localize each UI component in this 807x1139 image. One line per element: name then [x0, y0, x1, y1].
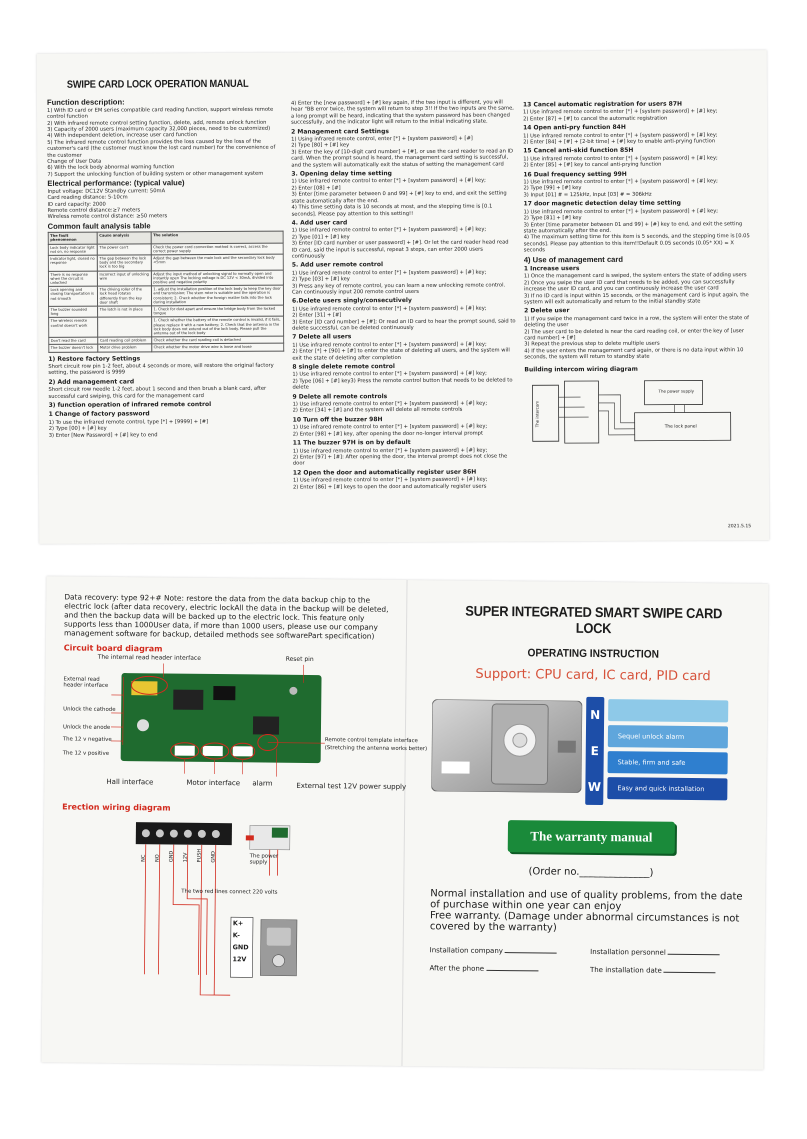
fault-row — [48, 270, 283, 287]
instruction-heading: 5. Add user remote control — [291, 261, 384, 269]
antenna-note: (Stretching the antenna works better) — [324, 745, 428, 753]
instruction-heading: 4. Add user card — [291, 219, 348, 227]
feature-tag: Easy and quick installation — [607, 777, 727, 800]
instruction-line: 4) This time setting data is 10 seconds at most, and the stepping time is [0.1 seconds]. Please pay attention to this setting!! — [291, 203, 493, 218]
instruction-line: 2) Type [06] + [#] key3) Press the remote control button that needs to be deleted to delete — [292, 377, 513, 391]
instruction-heading: 14 Open anti-pry function 84H — [523, 124, 626, 132]
form-field — [590, 966, 751, 976]
warranty-normal: Normal installation and use of quality problems, from the date of purchase within one year can enjoy — [430, 888, 743, 913]
change-password-heading: 1 Change of factory password — [48, 410, 150, 419]
manual-column-3 — [523, 58, 757, 533]
power-supply-label-2: The power supply — [249, 853, 279, 866]
form-field-label: Installation company — [429, 946, 503, 956]
fault-cell — [98, 317, 152, 337]
instruction-line: 1) Use infrared remote control to enter [*] + [system password] + [#] key; — [292, 423, 488, 431]
instruction-line: 1) Use infrared remote control to enter [*] + [system password] + [#] key; — [292, 476, 488, 484]
instruction-line: 3) If no ID card is input within 15 seconds, or the management card is input again, the system will exit automatically and return to the initial standby state — [523, 291, 749, 306]
instruction-heading: 4) Use of management card — [523, 254, 623, 264]
function-heading: Function description: — [46, 97, 125, 108]
fault-cell: The wireless remote control doesn't work — [49, 317, 98, 337]
instruction-line: 2) Enter [97] + [#]: After opening the door, the interval prompt does not close the door — [292, 453, 508, 467]
instruction-line: 4) If the user enters the management card again, or there is no data input within 10 seconds, the system will return to standby state — [524, 347, 744, 361]
feature-tags — [607, 699, 728, 800]
card-support: Support: CPU card, IC card, PID card — [475, 666, 711, 685]
form-field — [590, 948, 751, 958]
feature-tag: Sequel unlock alarm — [608, 725, 728, 748]
fault-cell: The buzzer sounded long — [49, 306, 98, 318]
fault-column-header: Cause analysis — [97, 232, 151, 244]
remote-template-label: Remote control template interface — [324, 737, 418, 745]
function-item: Change of User Data — [47, 158, 102, 165]
key-labels — [233, 919, 249, 964]
fault-cell: The power can't — [97, 243, 151, 255]
data-recovery-text: Data recovery: type 92+# Note: restore the data from the data backup chip to the electric lock (after data recovery, electric lockAll the data in the backup will be deleted, and then the backup data will be backed up to the electric lock. This feature only supports less than 1000User data, if more than 1000 users, please use our company management software for backup, detailed methods see softwarePart specification) — [63, 592, 389, 641]
read-header-label: The internal read header interface — [97, 653, 201, 662]
instruction-heading: 6.Delete users singly/consecutively — [292, 297, 412, 305]
instruction-heading: 17 door magnetic detection delay time setting — [523, 199, 681, 208]
change-password-steps — [49, 418, 285, 438]
alarm-label: alarm — [252, 779, 273, 788]
booklet-subtitle: OPERATING INSTRUCTION — [527, 647, 660, 661]
instruction-line: 1) Use infrared remote control to enter [*] + [system password] + [#] key; — [292, 400, 488, 408]
fault-cell: Lock body indicator light not on, no response — [48, 244, 97, 256]
manual-sheet — [37, 50, 770, 544]
fault-cell: 1. adjust the installation position of the lock body to keep the key door and transmission; The stem rotor is suitable and the operation is consistent; 2. Check whether the foreign matter falls into the lock during installation — [151, 285, 283, 306]
instruction-heading: 7 Delete all users — [292, 333, 352, 341]
lock-panel-label: The lock panel — [664, 424, 697, 430]
instruction-line: 1) Use infrared remote control to enter [*] + [system password] + [#] key; — [523, 108, 718, 116]
fault-cell: The buzzer doesn't lock — [49, 344, 98, 351]
external-test-label: External test 12V power supply — [296, 781, 407, 792]
electrical-item: Input voltage: DC12V Standby current: 50mA — [47, 187, 166, 195]
function-item: 1) With ID card or EM series compatible card reading function, support wireless remote control function — [47, 106, 274, 121]
fault-row — [48, 285, 283, 306]
key-terminal-label: K- — [232, 931, 240, 940]
restore-heading: 1) Restore factory Settings — [48, 354, 141, 363]
new-letter: W — [587, 779, 602, 795]
instruction-line: 3) Press any key of remote control, you can learn a new unlocking remote control. Can continuously input 200 remote control users — [291, 282, 506, 296]
intercom-wiring-diagram — [524, 376, 756, 447]
fault-column-header: The fault phenomenon — [48, 232, 97, 244]
erection-wiring-diagram — [60, 813, 390, 1002]
instruction-line: 4) The maximum setting time for this item is 5 seconds, and the stepping time is [0.05 seconds]. Please pay attention to this item!!Default 0.05 seconds (0.05* XX) = X seconds — [523, 233, 750, 254]
fault-cell: The latch is not in place — [98, 306, 152, 318]
instruction-line: 1) Use infrared remote control to enter [*] + [system password] + [#] key; — [292, 305, 487, 313]
fault-cell: Check whether the motor drive wire is loose and loose — [152, 344, 284, 352]
order-number: (Order no.______________) — [528, 866, 654, 879]
instruction-line: 2) Type [03] + [#] key — [291, 276, 350, 283]
instruction-line: 1) Use infrared remote control to enter [*] + [system password] + [#] key; — [523, 178, 718, 186]
instruction-line: 1) Use infrared remote control to enter [*] + [system password] + [#] key; — [291, 178, 486, 186]
fault-row — [48, 254, 283, 271]
circuit-board-diagram — [62, 653, 428, 797]
instruction-line: 2) Enter [34] + [#] and the system will delete all remote controls — [292, 407, 463, 415]
v-positive-label: The 12 v positive — [62, 750, 110, 757]
instruction-line: 2) Enter [08] + [#] — [291, 185, 341, 192]
function-item: 6) With the lock body abnormal warning function — [47, 164, 175, 172]
fault-cell: Check the power cord connection method is correct, access the correct power supply — [151, 243, 283, 255]
function-item: 5) The infrared remote control function provides the loss caused by the loss of the customer's card (the customer must know the lost card number) for the convenience of the customer — [47, 138, 276, 159]
fault-cell: The gap between the lock body and the secondary lock is too big — [97, 255, 151, 271]
electrical-item: ID card capacity: 2000 — [47, 201, 106, 208]
instruction-heading: 15 Cancel anti-skid function 85H — [523, 147, 634, 155]
instruction-line: 2) Enter [31] + [#] — [292, 312, 342, 319]
fault-cell: 1. Check for dust apart and ensure the bridge body from the locked tongue — [151, 305, 283, 317]
instruction-line: 2) Enter [87] + [#] to cancel the automatic registration — [523, 115, 668, 123]
instruction-line: 3) Repeat the previous step to delete multiple users — [524, 341, 660, 348]
instruction-line: 1) Use infrared remote control to enter [*] + [system password] + [#] key; — [523, 131, 718, 139]
electrical-list — [47, 187, 283, 220]
fault-cell: Check whether the card reading coil is detached — [152, 336, 284, 344]
instruction-heading: 16 Dual frequency setting 99H — [523, 170, 627, 179]
key-terminal-label: K+ — [232, 919, 244, 928]
new-badge — [585, 697, 604, 805]
form-field-label: The installation date — [589, 965, 662, 975]
warranty-text — [430, 888, 751, 935]
wiring-heading: Building intercom wiring diagram — [524, 365, 638, 373]
fault-cell: Adjust the input method of unlocking signal to normally open and instantly open The locking voltage is DC 12V < 30mA, divided into positive and negative polarity — [151, 270, 283, 286]
form-field — [429, 964, 590, 974]
instruction-line: 2) Enter [86] + [#] keys to open the door and automatically register users — [292, 483, 487, 491]
circuit-heading: Circuit board diagram — [63, 643, 163, 654]
form-field-label: After the phone — [429, 964, 485, 973]
function-item: 7) Support the unlocking function of building system or other management system — [47, 170, 264, 178]
fault-cell: Card reading coil problem — [98, 337, 152, 344]
fault-cell: Don't read the card — [49, 337, 98, 344]
instruction-heading: 11 The buzzer 97H is on by default — [292, 439, 411, 447]
instruction-line: 3) Enter [ID card number] + [#]; Or read an ID card to hear the prompt sound, said to delete successful, can be deleted continuously — [292, 318, 516, 332]
terminal-label: GND — [168, 850, 175, 863]
change-password-step: 3) Enter [New Password] + [#] key to end — [48, 431, 158, 439]
new-letter: E — [590, 743, 599, 759]
instruction-line: 1) Use infrared remote control to enter [*] + [system password] + [#] key; — [292, 370, 487, 379]
instruction-line: 2) Enter [84] + [#] + [2-bit time] + [#] key to enable anti-prying function — [523, 138, 716, 146]
fault-row — [49, 317, 284, 338]
instruction-line: 1) Use infrared remote control to enter [*] + [system password] + [#] key; — [292, 341, 487, 349]
motor-interface-label: Motor interface — [186, 778, 241, 788]
lock-product-image — [431, 693, 753, 808]
unlock-cathode-label: Unlock the cathode — [63, 706, 116, 713]
form-field — [430, 946, 591, 956]
key-terminal-label: GND — [232, 943, 249, 952]
add-management-text: Short circuit row needle 1-2 feet, about 1 second and then brush a blank card, after successful card swiping, this card for the management card — [48, 385, 267, 400]
instruction-heading: 12 Open the door and automatically register user 86H — [292, 468, 477, 477]
instruction-line: 1) If you swipe the management card twice in a row, the system will enter the state of deleting the user — [524, 314, 749, 329]
power-supply-label: The power supply — [658, 388, 695, 394]
manual-date: 2021.5.15 — [727, 523, 752, 529]
form-field-line — [505, 952, 557, 954]
instruction-line: 3) Enter the key of [10-digit card number] + [#], or use the card reader to read an ID card. When the prompt sound is heard, the management card setting is successful, and the system will automatically exit the status of setting the management card — [291, 148, 514, 169]
function-list — [47, 106, 283, 178]
erection-heading: Erection wiring diagram — [62, 802, 171, 813]
fault-cell: Lock opening and closing transportation is not smooth — [48, 286, 97, 306]
add-management-heading: 2) Add management card — [48, 378, 135, 386]
fault-cell: 1. Check whether the battery of the remote control is invalid, if it fails, please replace it with a new battery; 2. Check that the antenna in the lock body does not extend out of the lock body. Please pull the antenna out of the lock body — [152, 317, 284, 338]
instruction-line: 1) Use infrared remote control to enter [*] + [system password] + [#] key; — [291, 226, 487, 234]
instruction-heading: 9 Delete all remote controls — [292, 392, 388, 401]
form-field-line — [668, 954, 720, 956]
fault-table — [48, 231, 285, 353]
form-field-line — [486, 970, 538, 972]
terminal-label: GND — [210, 851, 217, 863]
instruction-line: 1) Use infrared remote control to enter [*] + [system password] + [#] key; — [292, 447, 488, 455]
intercom-label: The intercom — [534, 400, 540, 428]
instruction-heading: 1 Increase users — [523, 265, 580, 273]
function-item: 2) With infrared remote control setting function, delete, add, remote unlock function — [47, 119, 267, 127]
instruction-line: 1) Once the management card is swiped, the system enters the state of adding users — [523, 272, 747, 280]
instruction-line: 2) Once you swipe the user ID card that needs to be added, you can successfully increase the user ID card, and you can continuously increase the user card — [523, 279, 735, 293]
instruction-line: 3) Enter [time parameter between 0 and 99] + [#] key to end, and exit the setting state automatically after the end. — [291, 190, 507, 205]
external-read-label: External read header interface — [63, 676, 109, 689]
electrical-heading: Electrical performance: (typical value) — [47, 178, 185, 189]
instruction-heading: 2 Delete user — [524, 307, 570, 315]
instruction-line: 1) Use infrared remote control to enter [*] + [system password] + [#] key; — [291, 269, 487, 277]
terminal-label: PUSH — [196, 848, 203, 863]
hall-interface-label: Hall interface — [106, 777, 154, 787]
form-field-line — [664, 972, 716, 974]
warranty-manual-banner: The warranty manual — [508, 820, 674, 854]
booklet-title: SUPER INTEGRATED SMART SWIPE CARD LOCK — [465, 602, 723, 637]
instruction-line: 2) Enter [85] + [#] key to cancel anti-prying function — [523, 161, 662, 169]
fault-cell: The driving roller of the lock head rotates differently from the key door shaft — [98, 286, 152, 306]
manual-column-2 — [291, 59, 517, 534]
instruction-line: 2) The user card to be deleted is near the card reading coil, or enter the key of [user card number] + [#] — [524, 327, 745, 342]
reset-pin-label: Reset pin — [285, 655, 314, 664]
electrical-item: Wireless remote control distance: ≥50 meters — [47, 213, 168, 221]
electrical-item: Remote control distance:≥7 meters — [47, 207, 141, 214]
instruction-line: 3) Enter [ID card number or user password] + [#]. Or let the card reader head read ID card, said the input is successful, repeat 3 steps, can enter 2000 users continuously — [291, 239, 509, 260]
fault-column-header: The solution — [151, 231, 283, 243]
electrical-item: Card reading distance: 5-10cm — [47, 194, 128, 201]
booklet-sheet — [41, 576, 768, 1070]
instruction-line: 3) Enter [time parameter between 01 and 99] + [#] key to end, and exit the setting state automatically after the end. — [523, 220, 743, 235]
feature-tag: Stable, firm and safe — [608, 751, 728, 774]
terminal-label: NO — [154, 854, 161, 863]
restore-text: Short circuit row pin 1-2 feet, about 4 seconds or more, will restore the original factory setting, the password is 9999 — [48, 362, 274, 377]
function-item: 4) With independent deletion, increase user card function — [47, 132, 198, 140]
form-field-label: Installation personnel — [590, 947, 666, 957]
fault-cell: Indicator light, closed no response — [48, 255, 97, 271]
change-password-step: 1) To use the infrared remote control, type [*] + [9999] + [#] — [48, 418, 209, 426]
instruction-line: 1) Use infrared remote control to enter [*] + [system password] + [#] key; — [523, 208, 719, 216]
key-terminal-label: 12V — [232, 955, 247, 964]
fault-cell: Adjust the gap between the main lock and the secondary lock body <5mm — [151, 254, 283, 270]
instruction-heading: 10 Turn off the buzzer 98H — [292, 415, 383, 424]
installation-form — [429, 946, 750, 975]
feature-tag — [608, 699, 728, 722]
instruction-heading: 8 single delete remote control — [292, 363, 395, 371]
terminal-labels — [140, 848, 220, 862]
instruction-line: 2) Type [99] + [#] key — [523, 185, 582, 192]
instruction-line: 1) Use infrared remote control to enter [*] + [system password] + [#] key; — [523, 155, 718, 163]
new-letter: N — [590, 707, 601, 723]
v-negative-label: The 12 v negative — [62, 736, 112, 743]
warranty-free: Free warranty. (Damage under abnormal circumstances is not covered by the warranty) — [429, 910, 740, 934]
infrared-heading: 3) function operation of infrared remote control — [48, 401, 212, 409]
manual-column-1 — [47, 61, 285, 536]
instruction-line: 2) Type [80] + [#] key — [291, 142, 350, 150]
instruction-heading: 13 Cancel automatic registration for users 87H — [522, 100, 683, 109]
instruction-line: 2) Type [01] + [#] key — [291, 233, 350, 241]
terminal-label: NC — [140, 854, 147, 862]
instruction-line: 2) Enter [98] + [#] key, after opening the door no-longer interval prompt — [292, 430, 484, 438]
fault-cell: Incorrect input of unlocking wire — [97, 270, 151, 286]
instruction-line: 1) Using infrared remote control, enter [*] + [system password] + [#] — [291, 135, 473, 143]
function-item: 3) Capacity of 2000 users (maximum capacity 32,000 pieces, need to be customized) — [47, 125, 271, 133]
fault-table-heading: Common fault analysis table — [47, 221, 151, 231]
instruction-heading: 2 Management card Settings — [291, 127, 389, 136]
instruction-heading: 3. Opening delay time setting — [291, 170, 392, 178]
manual-title: SWIPE CARD LOCK OPERATION MANUAL — [66, 77, 249, 91]
instruction-line: 3) Input [01] # = 125kHz, Input [03] # = 306kHz — [523, 191, 652, 199]
booklet-right-page — [402, 580, 768, 1070]
terminal-label: 12V — [182, 852, 189, 863]
booklet-left-page — [41, 576, 428, 1066]
fault-cell: There is no response when the circuit is unlocked — [48, 271, 97, 287]
two-red-lines-label: The two red lines connect 220 volts — [181, 888, 278, 896]
change-password-step: 2) Type [00] + [#] key — [48, 425, 107, 433]
fault-row — [49, 344, 284, 352]
instruction-line: 2) Enter [*] + [90] + [#] to enter the state of deleting all users, and the system will exit the state of deleting after completion — [292, 347, 510, 362]
instruction-line: 2) Type [81] + [#] key — [523, 215, 582, 222]
fault-cell: Motor drive problem — [98, 344, 152, 351]
instruction-line: 4) Enter the [new password] + [#] key again, if the two input is different, you will hear "BB error twice, the system will return to step 3!! If the two inputs are the same, a long prompt will be heard, indicating that the system password has been changed successfully, and the indicator light will return to the initial indicating state. — [290, 99, 514, 126]
unlock-anode-label: Unlock the anode — [62, 724, 111, 731]
